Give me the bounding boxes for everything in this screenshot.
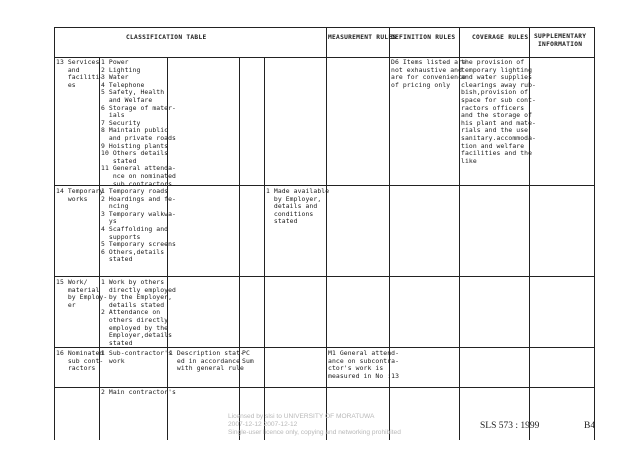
header-coverage: COVERAGE RULES — [472, 34, 529, 41]
row15-main: 15 Work/ material by Employ- er — [56, 278, 108, 309]
row14-items: 1 Temporary roads 2 Hoardings and fe- ncing 3 Temporary walkwa- ys 4 Scaffolding and supports 5 Temporary screens 6 Others,details stated — [101, 187, 177, 264]
column-divider — [99, 57, 100, 440]
row14-main: 14 Temporary works — [56, 187, 104, 203]
header-classification: CLASSIFICATION TABLE — [126, 34, 207, 41]
row-divider — [54, 276, 595, 277]
row13-coverage: the provision of temporary lighting and water supplies clearings away rub- bish,provision of space for sub cont- ractors officers and the storage of his plant and mate- rials and the use sanitary.accommoda- tion and welfare facilities and the like — [461, 58, 537, 165]
row16-items: 1 Sub-contractor's work — [101, 349, 173, 365]
column-divider — [326, 27, 327, 440]
row13-items: 1 Power 2 Lighting 3 Water 4 Telephone 5 Safety, Health and Welfare 6 Storage of mater- ials 7 Security 8 Maintain public and private roads 9 Hoisting plants 10 Others details stated 11 General attenda- nce on nominated sub contractors — [101, 58, 177, 188]
row16-measurement: M1 General attend- ance on subcontra- ctor's work is measured in No :13 — [328, 349, 400, 380]
page-number: B4 — [584, 421, 596, 431]
row13-main: 13 Services and faciliti- es — [56, 58, 104, 89]
row14-sub: 1 Made available by Employer, details and conditions stated — [266, 187, 330, 226]
table-border-left — [54, 27, 55, 440]
header-measurement: MEASUREMENT RULES — [328, 34, 397, 41]
licence-watermark-line1: Licensed by slsi to UNIVERSITY OF MORATUWA — [228, 413, 375, 420]
licence-watermark-line2: 2007-12-12 2007-12-12 — [228, 421, 298, 428]
row16-items-continued: 2 Main contractor's — [101, 388, 177, 396]
table-border-top — [54, 27, 595, 28]
row15-items: 1 Work by others directly employed by the Employer, details stated 2 Attendance on others directly employed by the Employer,details stated — [101, 278, 177, 347]
column-divider — [239, 57, 240, 440]
row13-definition: D6 Items listed are not exhaustive and are for convenience of pricing only — [391, 58, 467, 89]
standard-reference: SLS 573 : 1999 — [480, 421, 540, 431]
row16-sub: 1 Description stat- ed in accordance with general rule — [169, 349, 245, 373]
column-divider — [264, 57, 265, 440]
licence-watermark-line3: Single-user licence only, copying and networking prohibited — [228, 429, 401, 436]
row16-extra: PC Sum — [242, 349, 254, 365]
header-definition: DEFINITION RULES — [391, 34, 456, 41]
table-border-right — [594, 27, 595, 440]
header-supplementary: SUPPLEMENTARY INFORMATION — [534, 33, 587, 48]
row16-main: 16 Nominated sub cont- ractors — [56, 349, 104, 373]
